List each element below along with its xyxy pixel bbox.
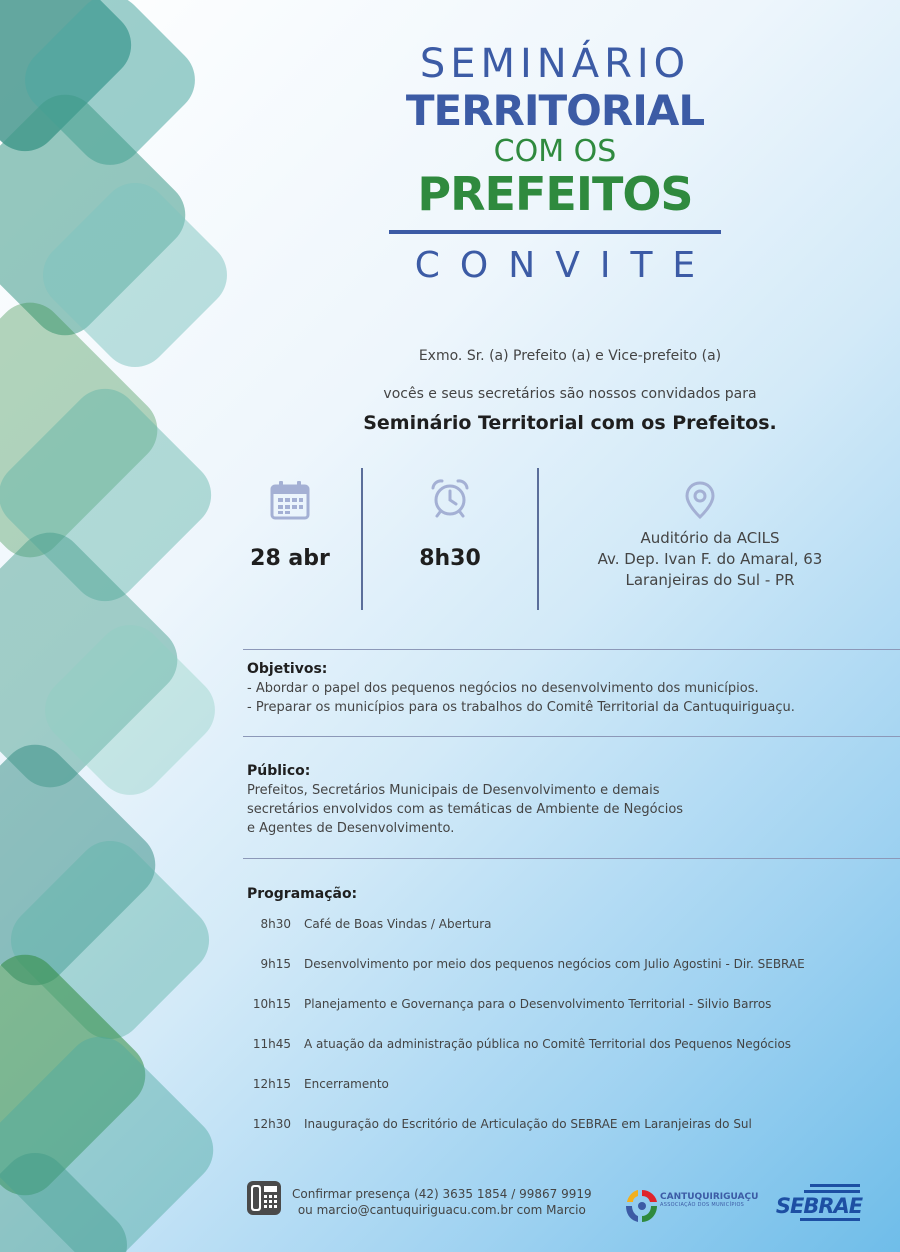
title-com-os: COM OS	[493, 134, 617, 169]
event-time: 8h30	[419, 546, 481, 571]
objectives-heading: Objetivos:	[247, 661, 328, 677]
program-time: 9h15	[260, 957, 291, 971]
title-divider	[389, 230, 721, 234]
program-desc: A atuação da administração pública no Comitê Territorial dos Pequenos Negócios	[304, 1037, 792, 1051]
salutation-text: Exmo. Sr. (a) Prefeito (a) e Vice-prefeito (a)	[418, 348, 722, 364]
event-name: Seminário Territorial com os Prefeitos.	[363, 412, 777, 434]
audience-line: Prefeitos, Secretários Municipais de Desenvolvimento e demais	[247, 783, 660, 798]
list-item: - Abordar o papel dos pequenos negócios no desenvolvimento dos municípios.	[247, 681, 759, 696]
logo-bar	[804, 1190, 860, 1193]
audience-line: secretários envolvidos com as temáticas de Ambiente de Negócios	[247, 802, 684, 817]
program-desc: Café de Boas Vindas / Abertura	[304, 917, 492, 931]
audience-heading: Público:	[247, 763, 311, 779]
program-time: 12h15	[252, 1077, 291, 1091]
footer	[246, 1180, 896, 1230]
calendar-icon	[270, 480, 310, 520]
alarm-clock-icon	[430, 478, 470, 518]
section-divider	[243, 649, 900, 650]
venue-street: Av. Dep. Ivan F. do Amaral, 63	[597, 550, 823, 568]
program-section	[247, 886, 887, 1131]
event-location	[560, 528, 860, 591]
details-divider	[537, 468, 539, 610]
event-details	[240, 468, 860, 610]
logo-name: CANTUQUIRIGUAÇU	[660, 1192, 759, 1202]
list-item: - Preparar os municípios para os trabalhos do Comitê Territorial da Cantuquiriguaçu.	[247, 700, 795, 715]
title-block	[385, 40, 725, 288]
logo-subtitle: ASSOCIAÇÃO DOS MUNICÍPIOS	[660, 1202, 745, 1208]
program-desc: Desenvolvimento por meio dos pequenos negócios com Julio Agostini - Dir. SEBRAE	[304, 957, 805, 971]
map-pin-icon	[680, 480, 720, 520]
venue-city: Laranjeiras do Sul - PR	[625, 571, 795, 589]
program-time: 10h15	[252, 997, 291, 1011]
program-time: 8h30	[260, 917, 291, 931]
sebrae-logo	[766, 1182, 876, 1222]
details-divider	[361, 468, 363, 610]
program-desc: Encerramento	[304, 1077, 389, 1091]
contact-email[interactable]: ou marcio@cantuquiriguacu.com.br com Marcio	[297, 1203, 586, 1217]
program-time: 12h30	[252, 1117, 291, 1131]
venue-name: Auditório da ACILS	[640, 529, 780, 547]
logo-bar	[800, 1218, 860, 1221]
logo-name: SEBRAE	[775, 1194, 863, 1218]
cantuquiriguacu-logo	[660, 1192, 758, 1208]
decorative-squares-band	[0, 0, 240, 1252]
contact-info	[292, 1186, 592, 1218]
telephone-icon	[246, 1180, 282, 1216]
section-divider	[243, 736, 900, 737]
cantuquiriguacu-logo-icon	[622, 1188, 662, 1224]
title-seminario: SEMINÁRIO	[419, 41, 691, 87]
program-heading: Programação:	[247, 886, 358, 902]
logo-bar	[810, 1184, 860, 1187]
title-prefeitos: PREFEITOS	[417, 167, 693, 221]
title-convite: CONVITE	[414, 245, 716, 286]
invitation-text: vocês e seus secretários são nossos convidados para	[383, 386, 757, 402]
contact-phone: Confirmar presença (42) 3635 1854 / 99867 9919	[292, 1187, 592, 1201]
program-time: 11h45	[252, 1037, 291, 1051]
program-desc: Inauguração do Escritório de Articulação do SEBRAE em Laranjeiras do Sul	[304, 1117, 752, 1131]
section-divider	[243, 858, 900, 859]
audience-section	[247, 762, 887, 838]
program-desc: Planejamento e Governança para o Desenvolvimento Territorial - Silvio Barros	[304, 997, 772, 1011]
audience-line: e Agentes de Desenvolvimento.	[247, 821, 455, 836]
title-territorial: TERRITORIAL	[405, 86, 705, 135]
objectives-section	[247, 660, 887, 717]
event-date: 28 abr	[250, 546, 330, 571]
